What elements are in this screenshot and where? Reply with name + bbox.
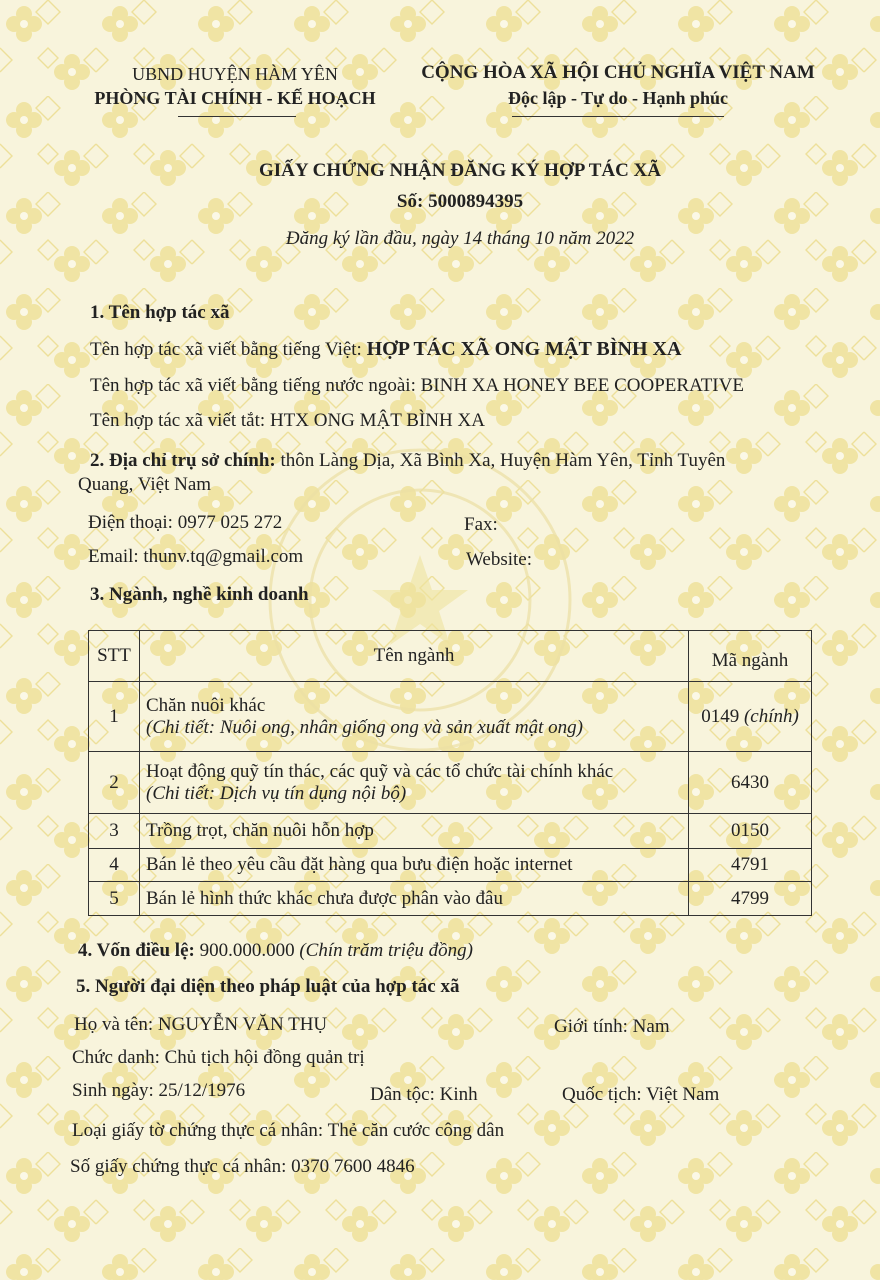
row-code: 4791 xyxy=(689,849,812,882)
row-name-cell xyxy=(140,752,689,814)
rep-nationality: Quốc tịch: Việt Nam xyxy=(562,1084,720,1105)
short-name-value: HTX ONG MẬT BÌNH XA xyxy=(269,410,485,431)
address-line1: thôn Làng Dịa, Xã Bình Xa, Huyện Hàm Yên, Tỉnh Tuyên xyxy=(280,450,726,471)
email: Email: thunv.tq@gmail.com xyxy=(88,546,304,567)
national-motto: Độc lập - Tự do - Hạnh phúc xyxy=(507,88,729,108)
row-code-note: (chính) xyxy=(743,705,799,727)
rep-id-type: Loại giấy tờ chứng thực cá nhân: Thẻ căn cước công dân xyxy=(72,1120,505,1141)
website: Website: xyxy=(466,549,533,570)
table-row xyxy=(89,752,812,814)
row-stt: 2 xyxy=(89,752,140,814)
address-line2: Quang, Việt Nam xyxy=(78,474,212,495)
rep-dob: Sinh ngày: 25/12/1976 xyxy=(72,1080,246,1101)
certificate-number: Số: 5000894395 xyxy=(396,191,524,212)
vn-name-row xyxy=(90,338,681,361)
certificate-title: GIẤY CHỨNG NHẬN ĐĂNG KÝ HỢP TÁC XÃ xyxy=(259,160,661,181)
row-name-cell xyxy=(140,682,689,752)
section3-heading: 3. Ngành, nghề kinh doanh xyxy=(90,584,309,605)
row-stt: 5 xyxy=(89,882,140,916)
row-code: 0149 xyxy=(701,705,744,727)
section2-heading: 2. Địa chỉ trụ sở chính: xyxy=(90,450,276,471)
vn-name-label: Tên hợp tác xã viết bằng tiếng Việt: xyxy=(90,339,362,360)
address-row xyxy=(90,450,725,472)
rep-name: Họ và tên: NGUYỄN VĂN THỤ xyxy=(74,1014,328,1035)
rep-position: Chức danh: Chủ tịch hội đồng quản trị xyxy=(72,1047,365,1068)
row-code: 6430 xyxy=(689,752,812,814)
capital-value: 900.000.000 xyxy=(199,940,295,961)
header-left-rule xyxy=(178,116,296,117)
column-header-name: Tên ngành xyxy=(140,631,689,682)
agency-name: UBND HUYỆN HÀM YÊN xyxy=(132,64,338,84)
table-row xyxy=(89,882,812,916)
vn-name-value: HỢP TÁC XÃ ONG MẬT BÌNH XA xyxy=(366,338,682,360)
rep-gender: Giới tính: Nam xyxy=(554,1016,670,1037)
foreign-name-value: BINH XA HONEY BEE COOPERATIVE xyxy=(420,375,744,396)
header-right-rule xyxy=(512,116,724,117)
table-row xyxy=(89,682,812,752)
row-stt: 1 xyxy=(89,682,140,752)
row-code: 0150 xyxy=(689,814,812,849)
short-name-label: Tên hợp tác xã viết tắt: xyxy=(90,410,266,431)
row-detail: (Chi tiết: Nuôi ong, nhân giống ong và sản xuất mật ong) xyxy=(146,716,583,738)
table-row xyxy=(89,814,812,849)
fax: Fax: xyxy=(464,514,498,535)
row-name: Bán lẻ hình thức khác chưa được phân vào đâu xyxy=(140,882,689,916)
capital-in-words: (Chín trăm triệu đồng) xyxy=(299,940,473,961)
section1-heading: 1. Tên hợp tác xã xyxy=(90,302,230,323)
row-name: Chăn nuôi khác xyxy=(146,694,266,716)
table-row xyxy=(89,849,812,882)
section5-heading: 5. Người đại diện theo pháp luật của hợp tác xã xyxy=(76,976,460,997)
section4-heading: 4. Vốn điều lệ: xyxy=(78,940,195,961)
column-header-stt: STT xyxy=(89,631,140,682)
foreign-name-label: Tên hợp tác xã viết bằng tiếng nước ngoài: xyxy=(90,375,416,396)
business-lines-table xyxy=(88,630,812,916)
capital-row xyxy=(78,940,473,962)
registration-date: Đăng ký lần đầu, ngày 14 tháng 10 năm 2022 xyxy=(285,228,635,249)
row-stt: 3 xyxy=(89,814,140,849)
phone: Điện thoại: 0977 025 272 xyxy=(88,512,283,533)
foreign-name-row xyxy=(90,375,744,397)
short-name-row xyxy=(90,410,485,432)
row-code: 4799 xyxy=(689,882,812,916)
table-header-row xyxy=(89,631,812,682)
national-title: CỘNG HÒA XÃ HỘI CHỦ NGHĨA VIỆT NAM xyxy=(421,62,815,83)
row-name: Trồng trọt, chăn nuôi hỗn hợp xyxy=(140,814,689,849)
rep-id-number: Số giấy chứng thực cá nhân: 0370 7600 4846 xyxy=(70,1156,415,1177)
row-stt: 4 xyxy=(89,849,140,882)
row-name: Bán lẻ theo yêu cầu đặt hàng qua bưu điện hoặc internet xyxy=(140,849,689,882)
column-header-code: Mã ngành xyxy=(689,631,812,682)
row-detail: (Chi tiết: Dịch vụ tín dụng nội bộ) xyxy=(146,782,407,804)
row-code-cell xyxy=(689,682,812,752)
row-name: Hoạt động quỹ tín thác, các quỹ và các tổ chức tài chính khác xyxy=(146,760,614,782)
rep-ethnicity: Dân tộc: Kinh xyxy=(370,1084,478,1105)
department-name: PHÒNG TÀI CHÍNH - KẾ HOẠCH xyxy=(94,88,376,108)
